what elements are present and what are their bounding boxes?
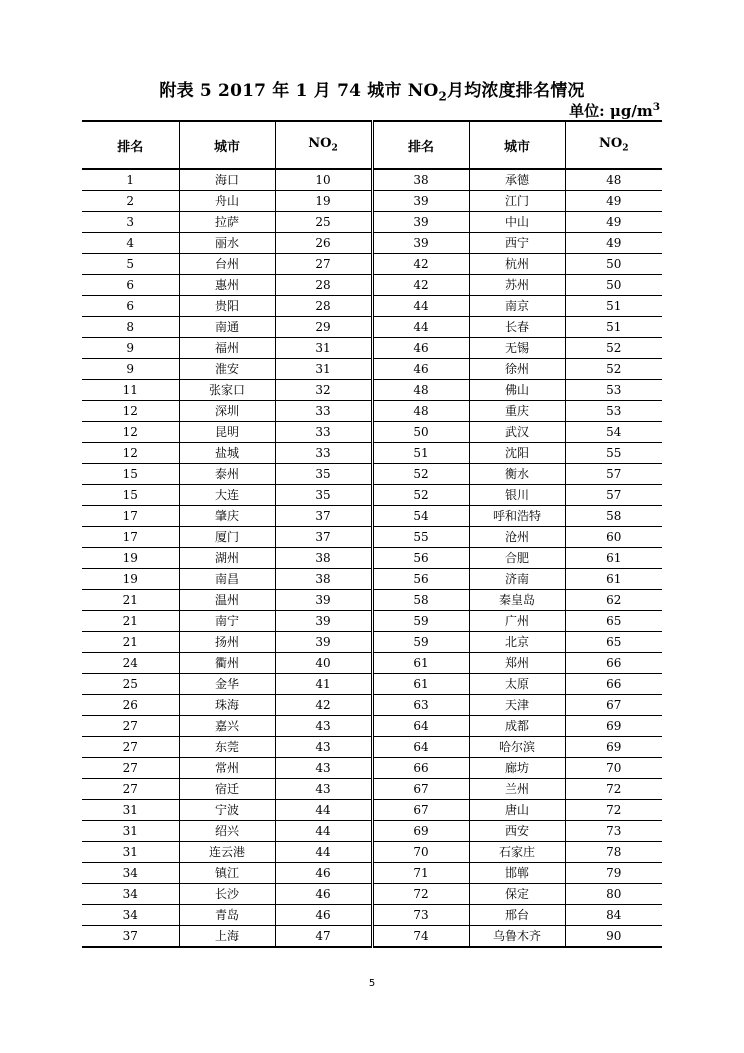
cell-no2-right: 49 bbox=[565, 191, 662, 212]
table-body bbox=[82, 169, 662, 947]
cell-rank-right: 66 bbox=[372, 758, 469, 779]
cell-city-left: 长沙 bbox=[179, 884, 275, 905]
cell-no2-left: 27 bbox=[275, 254, 372, 275]
cell-rank-right: 58 bbox=[372, 590, 469, 611]
cell-no2-right: 65 bbox=[565, 632, 662, 653]
cell-city-right: 武汉 bbox=[469, 422, 565, 443]
cell-rank-right: 73 bbox=[372, 905, 469, 926]
cell-no2-left: 39 bbox=[275, 611, 372, 632]
cell-city-right: 西宁 bbox=[469, 233, 565, 254]
cell-rank-right: 70 bbox=[372, 842, 469, 863]
cell-no2-left: 28 bbox=[275, 275, 372, 296]
cell-no2-left: 38 bbox=[275, 569, 372, 590]
cell-rank-right: 74 bbox=[372, 926, 469, 948]
cell-no2-right: 53 bbox=[565, 401, 662, 422]
cell-no2-left: 31 bbox=[275, 359, 372, 380]
table-row bbox=[82, 779, 662, 800]
cell-no2-right: 78 bbox=[565, 842, 662, 863]
cell-no2-right: 69 bbox=[565, 716, 662, 737]
cell-city-right: 天津 bbox=[469, 695, 565, 716]
cell-no2-right: 79 bbox=[565, 863, 662, 884]
cell-city-right: 苏州 bbox=[469, 275, 565, 296]
table-header-row bbox=[82, 121, 662, 169]
cell-rank-right: 59 bbox=[372, 632, 469, 653]
cell-city-left: 泰州 bbox=[179, 464, 275, 485]
cell-rank-right: 48 bbox=[372, 380, 469, 401]
cell-no2-left: 35 bbox=[275, 464, 372, 485]
cell-no2-right: 57 bbox=[565, 464, 662, 485]
cell-rank-right: 64 bbox=[372, 737, 469, 758]
cell-rank-left: 27 bbox=[82, 779, 179, 800]
cell-rank-left: 27 bbox=[82, 758, 179, 779]
cell-no2-right: 72 bbox=[565, 800, 662, 821]
cell-no2-right: 50 bbox=[565, 254, 662, 275]
table-row bbox=[82, 905, 662, 926]
title-subscript: 2 bbox=[438, 89, 447, 104]
cell-rank-left: 6 bbox=[82, 296, 179, 317]
cell-rank-left: 9 bbox=[82, 359, 179, 380]
cell-rank-left: 3 bbox=[82, 212, 179, 233]
table-row bbox=[82, 464, 662, 485]
table-row bbox=[82, 758, 662, 779]
cell-city-left: 连云港 bbox=[179, 842, 275, 863]
cell-rank-left: 17 bbox=[82, 527, 179, 548]
cell-city-right: 唐山 bbox=[469, 800, 565, 821]
cell-rank-left: 34 bbox=[82, 863, 179, 884]
cell-rank-left: 6 bbox=[82, 275, 179, 296]
cell-no2-right: 55 bbox=[565, 443, 662, 464]
table-row bbox=[82, 926, 662, 948]
cell-city-left: 宁波 bbox=[179, 800, 275, 821]
cell-city-right: 长春 bbox=[469, 317, 565, 338]
cell-city-right: 保定 bbox=[469, 884, 565, 905]
cell-rank-right: 38 bbox=[372, 169, 469, 191]
cell-city-right: 哈尔滨 bbox=[469, 737, 565, 758]
cell-city-left: 南通 bbox=[179, 317, 275, 338]
cell-city-right: 廊坊 bbox=[469, 758, 565, 779]
table-row bbox=[82, 380, 662, 401]
cell-no2-right: 61 bbox=[565, 548, 662, 569]
cell-rank-right: 50 bbox=[372, 422, 469, 443]
cell-rank-left: 26 bbox=[82, 695, 179, 716]
cell-city-left: 宿迁 bbox=[179, 779, 275, 800]
cell-city-right: 重庆 bbox=[469, 401, 565, 422]
cell-no2-right: 49 bbox=[565, 233, 662, 254]
cell-no2-right: 50 bbox=[565, 275, 662, 296]
cell-no2-left: 46 bbox=[275, 884, 372, 905]
cell-no2-left: 33 bbox=[275, 443, 372, 464]
cell-no2-left: 44 bbox=[275, 842, 372, 863]
cell-rank-left: 24 bbox=[82, 653, 179, 674]
cell-city-right: 合肥 bbox=[469, 548, 565, 569]
cell-city-right: 成都 bbox=[469, 716, 565, 737]
table-row bbox=[82, 821, 662, 842]
cell-rank-right: 46 bbox=[372, 338, 469, 359]
cell-rank-left: 2 bbox=[82, 191, 179, 212]
table-row bbox=[82, 317, 662, 338]
cell-city-left: 福州 bbox=[179, 338, 275, 359]
header-no2-right-sub: 2 bbox=[622, 142, 629, 154]
cell-no2-right: 53 bbox=[565, 380, 662, 401]
cell-city-left: 金华 bbox=[179, 674, 275, 695]
cell-rank-right: 42 bbox=[372, 254, 469, 275]
cell-city-right: 邢台 bbox=[469, 905, 565, 926]
cell-rank-right: 61 bbox=[372, 674, 469, 695]
cell-rank-right: 52 bbox=[372, 485, 469, 506]
cell-city-right: 济南 bbox=[469, 569, 565, 590]
unit-superscript: 3 bbox=[652, 101, 660, 113]
header-no2-left bbox=[275, 121, 372, 169]
header-no2-left-sub: 2 bbox=[331, 142, 338, 154]
cell-city-left: 温州 bbox=[179, 590, 275, 611]
cell-city-left: 海口 bbox=[179, 169, 275, 191]
cell-rank-left: 21 bbox=[82, 611, 179, 632]
cell-no2-left: 25 bbox=[275, 212, 372, 233]
cell-rank-left: 5 bbox=[82, 254, 179, 275]
cell-city-left: 丽水 bbox=[179, 233, 275, 254]
cell-no2-right: 48 bbox=[565, 169, 662, 191]
table-row bbox=[82, 737, 662, 758]
table-row bbox=[82, 674, 662, 695]
cell-city-right: 无锡 bbox=[469, 338, 565, 359]
header-no2-left-text: NO bbox=[308, 136, 332, 152]
cell-no2-right: 54 bbox=[565, 422, 662, 443]
cell-no2-left: 46 bbox=[275, 863, 372, 884]
header-city-left: 城市 bbox=[179, 121, 275, 169]
cell-no2-left: 44 bbox=[275, 800, 372, 821]
cell-city-left: 上海 bbox=[179, 926, 275, 948]
cell-city-left: 拉萨 bbox=[179, 212, 275, 233]
cell-no2-right: 84 bbox=[565, 905, 662, 926]
cell-rank-right: 46 bbox=[372, 359, 469, 380]
cell-city-right: 广州 bbox=[469, 611, 565, 632]
table-row bbox=[82, 695, 662, 716]
table-row bbox=[82, 233, 662, 254]
cell-no2-left: 26 bbox=[275, 233, 372, 254]
cell-no2-left: 46 bbox=[275, 905, 372, 926]
cell-no2-left: 44 bbox=[275, 821, 372, 842]
table-row bbox=[82, 275, 662, 296]
cell-no2-right: 57 bbox=[565, 485, 662, 506]
cell-city-right: 西安 bbox=[469, 821, 565, 842]
cell-city-left: 台州 bbox=[179, 254, 275, 275]
cell-city-right: 江门 bbox=[469, 191, 565, 212]
table-row bbox=[82, 422, 662, 443]
cell-city-right: 郑州 bbox=[469, 653, 565, 674]
cell-no2-right: 52 bbox=[565, 359, 662, 380]
cell-city-left: 贵阳 bbox=[179, 296, 275, 317]
cell-rank-right: 67 bbox=[372, 800, 469, 821]
cell-rank-right: 42 bbox=[372, 275, 469, 296]
table-row bbox=[82, 338, 662, 359]
cell-city-right: 北京 bbox=[469, 632, 565, 653]
cell-no2-left: 29 bbox=[275, 317, 372, 338]
cell-rank-left: 15 bbox=[82, 485, 179, 506]
page-number: 5 bbox=[368, 978, 376, 989]
cell-no2-left: 42 bbox=[275, 695, 372, 716]
cell-no2-right: 49 bbox=[565, 212, 662, 233]
cell-no2-left: 43 bbox=[275, 779, 372, 800]
cell-city-right: 秦皇岛 bbox=[469, 590, 565, 611]
cell-city-left: 淮安 bbox=[179, 359, 275, 380]
cell-rank-left: 17 bbox=[82, 506, 179, 527]
cell-city-right: 衡水 bbox=[469, 464, 565, 485]
cell-no2-left: 40 bbox=[275, 653, 372, 674]
cell-city-right: 沧州 bbox=[469, 527, 565, 548]
cell-no2-right: 80 bbox=[565, 884, 662, 905]
cell-rank-right: 51 bbox=[372, 443, 469, 464]
cell-no2-right: 73 bbox=[565, 821, 662, 842]
cell-rank-left: 27 bbox=[82, 716, 179, 737]
cell-no2-right: 61 bbox=[565, 569, 662, 590]
cell-city-left: 绍兴 bbox=[179, 821, 275, 842]
cell-rank-right: 71 bbox=[372, 863, 469, 884]
table-row bbox=[82, 590, 662, 611]
table-row bbox=[82, 254, 662, 275]
cell-no2-left: 10 bbox=[275, 169, 372, 191]
cell-city-left: 青岛 bbox=[179, 905, 275, 926]
table-row bbox=[82, 296, 662, 317]
header-rank-right: 排名 bbox=[372, 121, 469, 169]
table-row bbox=[82, 884, 662, 905]
cell-rank-right: 48 bbox=[372, 401, 469, 422]
cell-city-left: 珠海 bbox=[179, 695, 275, 716]
cell-city-left: 嘉兴 bbox=[179, 716, 275, 737]
cell-city-left: 南宁 bbox=[179, 611, 275, 632]
cell-rank-left: 19 bbox=[82, 569, 179, 590]
cell-city-right: 太原 bbox=[469, 674, 565, 695]
table-row bbox=[82, 842, 662, 863]
title-text: 附表 5 2017 年 1 月 74 城市 NO bbox=[159, 81, 439, 101]
cell-no2-right: 60 bbox=[565, 527, 662, 548]
cell-rank-left: 9 bbox=[82, 338, 179, 359]
cell-no2-left: 28 bbox=[275, 296, 372, 317]
cell-city-left: 厦门 bbox=[179, 527, 275, 548]
table-row bbox=[82, 485, 662, 506]
cell-city-right: 石家庄 bbox=[469, 842, 565, 863]
cell-no2-left: 43 bbox=[275, 737, 372, 758]
table-row bbox=[82, 443, 662, 464]
cell-city-right: 南京 bbox=[469, 296, 565, 317]
cell-no2-right: 90 bbox=[565, 926, 662, 948]
cell-no2-left: 41 bbox=[275, 674, 372, 695]
table-row bbox=[82, 716, 662, 737]
cell-city-right: 中山 bbox=[469, 212, 565, 233]
cell-no2-left: 33 bbox=[275, 401, 372, 422]
cell-city-left: 东莞 bbox=[179, 737, 275, 758]
cell-rank-left: 4 bbox=[82, 233, 179, 254]
cell-rank-left: 27 bbox=[82, 737, 179, 758]
cell-city-right: 兰州 bbox=[469, 779, 565, 800]
cell-no2-right: 66 bbox=[565, 653, 662, 674]
cell-rank-right: 54 bbox=[372, 506, 469, 527]
cell-rank-right: 39 bbox=[372, 233, 469, 254]
cell-no2-left: 38 bbox=[275, 548, 372, 569]
table-row bbox=[82, 169, 662, 191]
cell-city-left: 惠州 bbox=[179, 275, 275, 296]
cell-rank-left: 34 bbox=[82, 905, 179, 926]
cell-rank-left: 31 bbox=[82, 800, 179, 821]
cell-no2-left: 43 bbox=[275, 716, 372, 737]
cell-rank-right: 63 bbox=[372, 695, 469, 716]
table-row bbox=[82, 359, 662, 380]
cell-rank-left: 12 bbox=[82, 443, 179, 464]
table-row bbox=[82, 506, 662, 527]
cell-rank-right: 52 bbox=[372, 464, 469, 485]
cell-no2-right: 67 bbox=[565, 695, 662, 716]
cell-rank-left: 8 bbox=[82, 317, 179, 338]
cell-city-left: 南昌 bbox=[179, 569, 275, 590]
cell-no2-right: 52 bbox=[565, 338, 662, 359]
table-row bbox=[82, 863, 662, 884]
cell-no2-left: 37 bbox=[275, 506, 372, 527]
cell-city-left: 肇庆 bbox=[179, 506, 275, 527]
cell-rank-left: 25 bbox=[82, 674, 179, 695]
cell-city-left: 扬州 bbox=[179, 632, 275, 653]
cell-no2-left: 39 bbox=[275, 590, 372, 611]
cell-city-left: 深圳 bbox=[179, 401, 275, 422]
cell-rank-left: 15 bbox=[82, 464, 179, 485]
cell-rank-right: 59 bbox=[372, 611, 469, 632]
cell-rank-left: 31 bbox=[82, 842, 179, 863]
cell-rank-left: 12 bbox=[82, 401, 179, 422]
cell-city-right: 佛山 bbox=[469, 380, 565, 401]
header-city-right: 城市 bbox=[469, 121, 565, 169]
cell-rank-left: 37 bbox=[82, 926, 179, 948]
header-no2-right-text: NO bbox=[598, 136, 623, 152]
table-row bbox=[82, 800, 662, 821]
header-rank-left: 排名 bbox=[82, 121, 179, 169]
cell-city-right: 呼和浩特 bbox=[469, 506, 565, 527]
table-row bbox=[82, 653, 662, 674]
ranking-table bbox=[82, 120, 662, 948]
cell-no2-right: 51 bbox=[565, 317, 662, 338]
cell-no2-left: 33 bbox=[275, 422, 372, 443]
cell-rank-right: 44 bbox=[372, 317, 469, 338]
cell-rank-left: 12 bbox=[82, 422, 179, 443]
cell-rank-right: 72 bbox=[372, 884, 469, 905]
cell-city-left: 张家口 bbox=[179, 380, 275, 401]
cell-city-left: 常州 bbox=[179, 758, 275, 779]
cell-no2-right: 66 bbox=[565, 674, 662, 695]
header-no2-right bbox=[565, 121, 662, 169]
cell-city-left: 舟山 bbox=[179, 191, 275, 212]
table-row bbox=[82, 191, 662, 212]
cell-rank-left: 11 bbox=[82, 380, 179, 401]
cell-city-left: 大连 bbox=[179, 485, 275, 506]
cell-rank-right: 61 bbox=[372, 653, 469, 674]
cell-no2-left: 37 bbox=[275, 527, 372, 548]
cell-no2-right: 62 bbox=[565, 590, 662, 611]
cell-no2-right: 70 bbox=[565, 758, 662, 779]
table-row bbox=[82, 611, 662, 632]
cell-rank-right: 39 bbox=[372, 212, 469, 233]
cell-rank-left: 21 bbox=[82, 632, 179, 653]
cell-no2-right: 65 bbox=[565, 611, 662, 632]
cell-no2-left: 47 bbox=[275, 926, 372, 948]
ranking-table-container bbox=[82, 120, 662, 948]
cell-rank-left: 21 bbox=[82, 590, 179, 611]
cell-city-right: 徐州 bbox=[469, 359, 565, 380]
cell-no2-right: 58 bbox=[565, 506, 662, 527]
cell-city-left: 盐城 bbox=[179, 443, 275, 464]
cell-city-right: 银川 bbox=[469, 485, 565, 506]
cell-city-right: 乌鲁木齐 bbox=[469, 926, 565, 948]
cell-city-right: 邯郸 bbox=[469, 863, 565, 884]
cell-city-right: 杭州 bbox=[469, 254, 565, 275]
table-row bbox=[82, 632, 662, 653]
table-row bbox=[82, 569, 662, 590]
cell-no2-left: 31 bbox=[275, 338, 372, 359]
unit-label bbox=[569, 100, 660, 121]
cell-city-right: 沈阳 bbox=[469, 443, 565, 464]
cell-no2-left: 39 bbox=[275, 632, 372, 653]
cell-rank-right: 56 bbox=[372, 569, 469, 590]
cell-no2-left: 19 bbox=[275, 191, 372, 212]
cell-rank-left: 31 bbox=[82, 821, 179, 842]
cell-city-left: 衢州 bbox=[179, 653, 275, 674]
cell-no2-left: 32 bbox=[275, 380, 372, 401]
cell-city-right: 承德 bbox=[469, 169, 565, 191]
cell-rank-left: 34 bbox=[82, 884, 179, 905]
cell-no2-right: 72 bbox=[565, 779, 662, 800]
cell-no2-left: 35 bbox=[275, 485, 372, 506]
cell-city-left: 昆明 bbox=[179, 422, 275, 443]
cell-city-left: 镇江 bbox=[179, 863, 275, 884]
cell-rank-right: 64 bbox=[372, 716, 469, 737]
table-row bbox=[82, 401, 662, 422]
cell-no2-right: 69 bbox=[565, 737, 662, 758]
table-row bbox=[82, 212, 662, 233]
title-suffix: 月均浓度排名情况 bbox=[447, 81, 585, 101]
cell-rank-right: 44 bbox=[372, 296, 469, 317]
cell-no2-left: 43 bbox=[275, 758, 372, 779]
cell-no2-right: 51 bbox=[565, 296, 662, 317]
cell-rank-left: 1 bbox=[82, 169, 179, 191]
cell-city-left: 湖州 bbox=[179, 548, 275, 569]
cell-rank-left: 19 bbox=[82, 548, 179, 569]
cell-rank-right: 67 bbox=[372, 779, 469, 800]
cell-rank-right: 39 bbox=[372, 191, 469, 212]
table-row bbox=[82, 527, 662, 548]
cell-rank-right: 55 bbox=[372, 527, 469, 548]
cell-rank-right: 69 bbox=[372, 821, 469, 842]
unit-text: 单位: μg/m bbox=[569, 102, 653, 120]
cell-rank-right: 56 bbox=[372, 548, 469, 569]
table-row bbox=[82, 548, 662, 569]
